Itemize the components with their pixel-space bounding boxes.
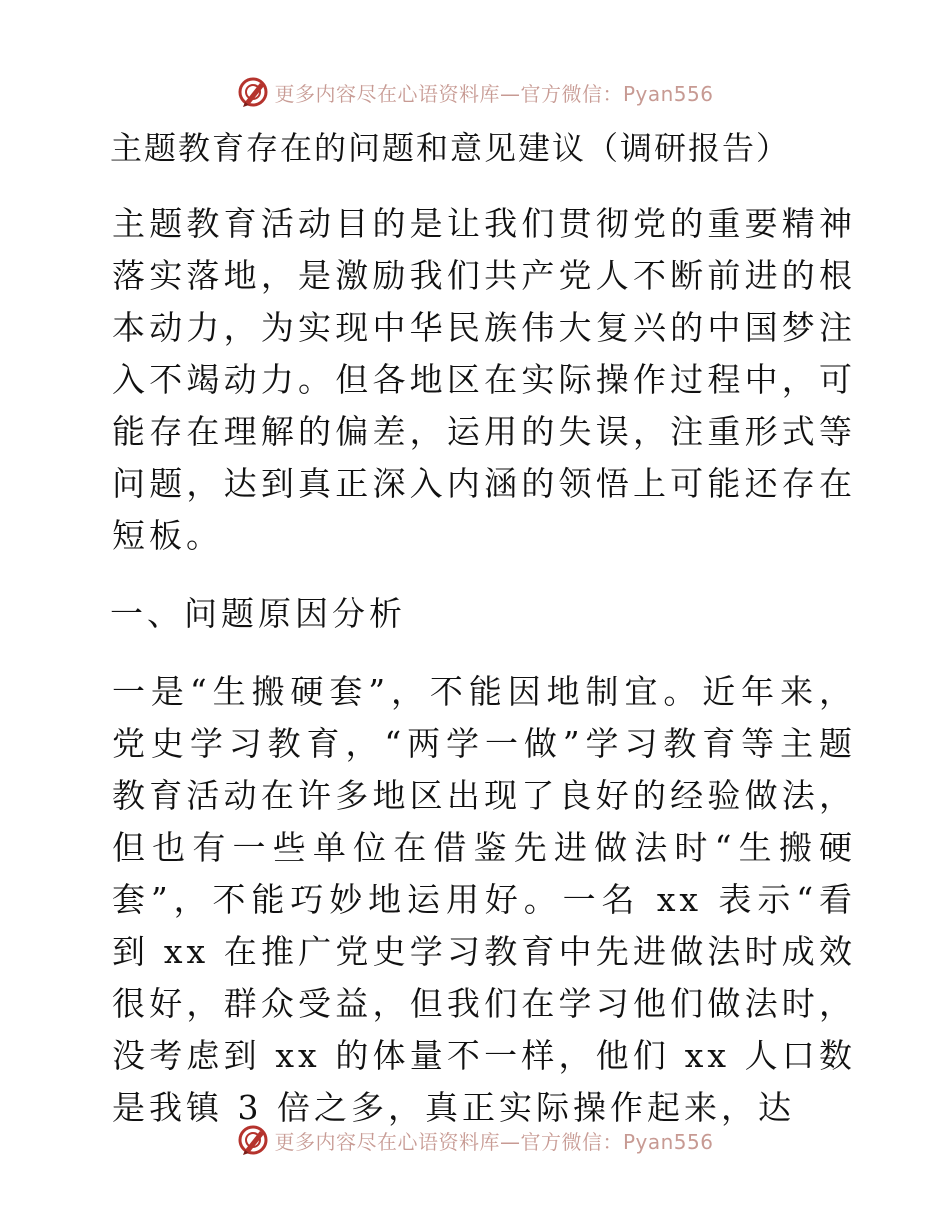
section-heading: 一、问题原因分析: [110, 594, 406, 633]
pen-circle-logo-icon: [236, 75, 270, 109]
document-body: [96, 122, 856, 1134]
header-watermark: [0, 72, 950, 112]
watermark-text: 更多内容尽在心语资料库—官方微信：Pyan556: [274, 1129, 714, 1154]
document-title: 主题教育存在的问题和意见建议（调研报告）: [110, 129, 791, 167]
watermark-text: 更多内容尽在心语资料库—官方微信：Pyan556: [274, 81, 714, 106]
intro-paragraph: 主题教育活动目的是让我们贯彻党的重要精神落实落地，是激励我们共产党人不断前进的根本动力，为实现中华民族伟大复兴的中国梦注入不竭动力。但各地区在实际操作过程中，可能存在理解的偏差，运用的失误，注重形式等问题，达到真正深入内涵的领悟上可能还存在短板。: [112, 204, 856, 555]
footer-watermark: [0, 1120, 950, 1160]
point-one-paragraph: 一是“生搬硬套”，不能因地制宜。近年来，党史学习教育，“两学一做”学习教育等主题教育活动在许多地区出现了良好的经验做法，但也有一些单位在借鉴先进做法时“生搬硬套”，不能巧妙地运用好。一名 xx 表示“看到 xx 在推广党史学习教育中先进做法时成效很好，群众受益，但我们在学习他们做法时，没考虑到 xx 的体量不一样，他们 xx 人口数是我镇 3 倍之多，真正实际操作起来，达: [112, 672, 856, 1127]
pen-circle-logo-icon: [236, 1123, 270, 1157]
